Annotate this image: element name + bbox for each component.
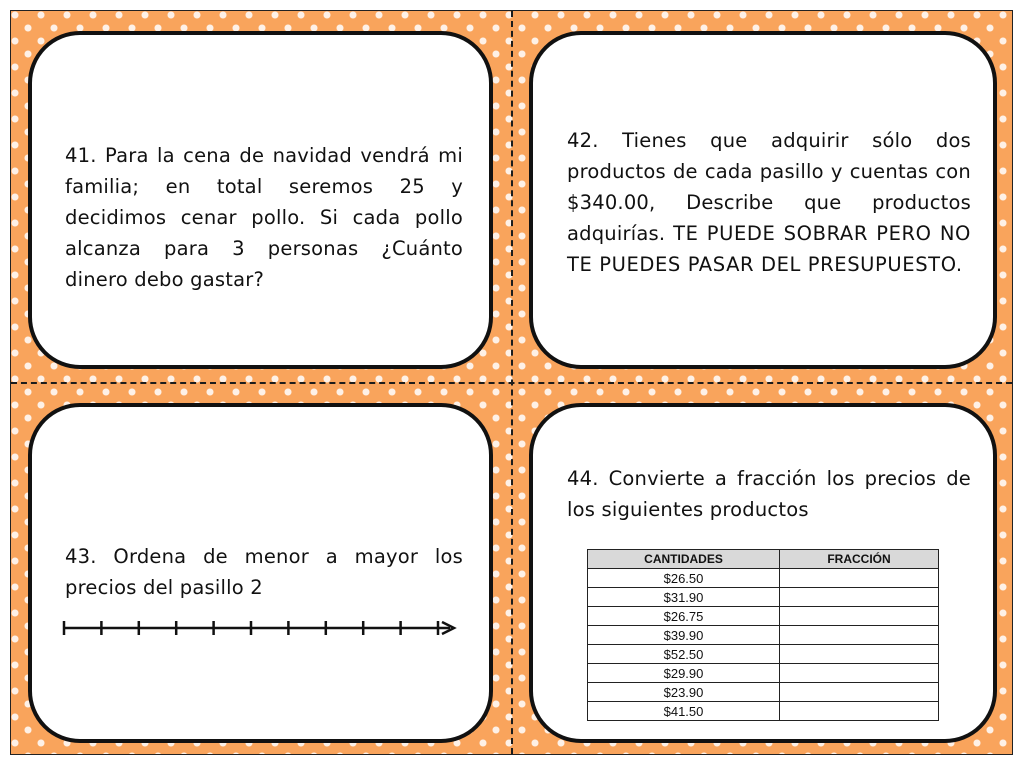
price-cell: $31.90 xyxy=(588,588,780,607)
fraction-cell xyxy=(780,664,939,683)
fraction-cell xyxy=(780,645,939,664)
task-card-43 xyxy=(28,403,493,743)
header-cantidades: CANTIDADES xyxy=(588,550,780,569)
question-42-text xyxy=(567,125,971,280)
table-row xyxy=(588,702,939,721)
horizontal-cut-line xyxy=(11,382,1012,384)
table-row xyxy=(588,626,939,645)
price-cell: $23.90 xyxy=(588,683,780,702)
table-row xyxy=(588,683,939,702)
fraction-cell xyxy=(780,626,939,645)
table-row xyxy=(588,588,939,607)
header-fraccion: FRACCIÓN xyxy=(780,550,939,569)
question-42-body: 42. Tienes que adquirir sólo dos productos de cada pasillo y cuentas con $340.00, Describe que productos adquirías. xyxy=(567,129,971,245)
question-42-warning: TE PUEDE SOBRAR PERO NO TE PUEDES PASAR DEL PRESUPUESTO. xyxy=(567,222,971,276)
price-cell: $29.90 xyxy=(588,664,780,683)
price-cell: $26.50 xyxy=(588,569,780,588)
question-41-text: 41. Para la cena de navidad vendrá mi familia; en total seremos 25 y decidimos cenar pollo. Si cada pollo alcanza para 3 personas ¿Cuánto dinero debo gastar? xyxy=(65,144,463,291)
price-cell: $39.90 xyxy=(588,626,780,645)
price-cell: $26.75 xyxy=(588,607,780,626)
task-card-42 xyxy=(529,31,997,369)
fraction-cell xyxy=(780,683,939,702)
question-43-text: 43. Ordena de menor a mayor los precios del pasillo 2 xyxy=(65,545,463,599)
prices-table xyxy=(587,549,939,721)
table-row xyxy=(588,607,939,626)
fraction-cell xyxy=(780,569,939,588)
table-row xyxy=(588,569,939,588)
table-row xyxy=(588,645,939,664)
table-row xyxy=(588,664,939,683)
task-card-41 xyxy=(28,31,493,369)
table-header-row xyxy=(588,550,939,569)
fraction-cell xyxy=(780,588,939,607)
question-44-text: 44. Convierte a fracción los precios de los siguientes productos xyxy=(567,467,971,521)
fraction-cell xyxy=(780,607,939,626)
fraction-cell xyxy=(780,702,939,721)
price-cell: $41.50 xyxy=(588,702,780,721)
price-cell: $52.50 xyxy=(588,645,780,664)
number-line xyxy=(62,617,462,639)
task-card-sheet xyxy=(10,10,1013,755)
task-card-44 xyxy=(529,403,997,743)
